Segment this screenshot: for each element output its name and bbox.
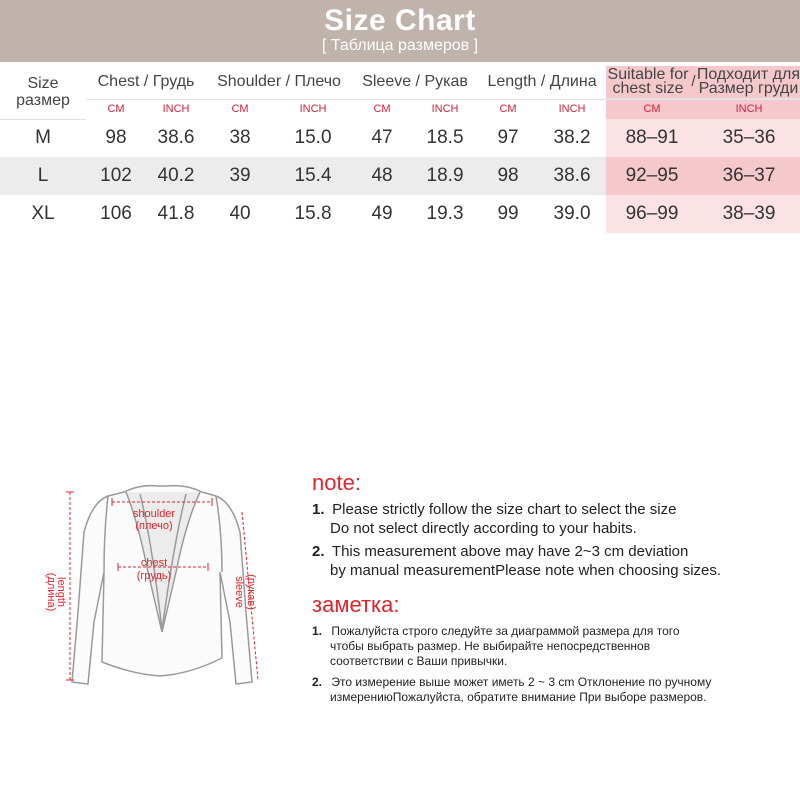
page-subtitle: [ Таблица размеров ] — [321, 37, 479, 54]
note-text: измерениюПожалуйста, обратите внимание При выборе размеров. — [330, 690, 707, 704]
note-text: Пожалуйста строго следуйте за диаграммой размера для того — [331, 624, 680, 638]
size-cell: XL — [31, 203, 55, 224]
table-cell: 49 — [371, 203, 393, 224]
fit-header-en: Suitable for chest size — [607, 66, 689, 97]
note-text: This measurement above may have 2~3 cm deviation — [331, 543, 689, 560]
size-table — [0, 66, 800, 233]
unit-label: INCH — [162, 103, 190, 116]
shoulder-column-header: Shoulder / Плечо — [206, 66, 352, 99]
shoulder-label-ru: (плечо) — [135, 520, 173, 532]
note-text: Do not select directly according to your habits. — [330, 520, 637, 537]
note-number: 1. — [312, 501, 325, 518]
fit-cell: 96–99 — [606, 195, 698, 233]
page-title: Size Chart — [324, 4, 476, 37]
table-cell: 41.8 — [157, 203, 195, 224]
chest-column-header: Chest / Грудь — [86, 66, 206, 99]
table-cell: 40 — [229, 203, 251, 224]
note-item-ru — [312, 624, 792, 669]
sleeve-column-header: Sleeve / Рукав — [352, 66, 478, 99]
note-item-ru — [312, 675, 792, 705]
note-text: соответствии с Ваши привычки. — [330, 654, 508, 668]
table-cell: 39.0 — [553, 203, 591, 224]
table-cell: 47 — [371, 127, 393, 148]
fit-header-slash: / — [690, 66, 697, 98]
unit-label: INCH — [299, 103, 327, 116]
notes-section — [312, 470, 792, 705]
table-cell: 99 — [497, 203, 519, 224]
title-banner — [0, 0, 800, 62]
table-cell: 98 — [478, 157, 538, 195]
note-number: 1. — [312, 624, 323, 638]
unit-label: INCH — [698, 99, 800, 119]
note-text: Please strictly follow the size chart to select the size — [332, 501, 677, 518]
unit-label: INCH — [558, 103, 586, 116]
table-cell: 38.6 — [157, 127, 195, 148]
table-row — [0, 119, 800, 157]
table-cell: 19.3 — [426, 203, 464, 224]
unit-label: CM — [606, 99, 698, 119]
length-column-header: Length / Длина — [478, 66, 606, 99]
chest-label-ru: (грудь) — [136, 570, 172, 582]
sleeve-label-ru: (рукав) — [245, 574, 257, 610]
note-number: 2. — [312, 543, 325, 560]
fit-column-header — [606, 66, 800, 99]
fit-header-ru: Подходит для Размер груди — [696, 66, 800, 97]
jacket-measurement-diagram — [40, 462, 280, 702]
table-cell: 15.4 — [274, 157, 352, 195]
fit-cell: 35–36 — [698, 119, 800, 157]
unit-label: CM — [499, 103, 517, 116]
note-heading: note: — [312, 470, 361, 495]
table-cell: 38.2 — [553, 127, 591, 148]
note-text: Это измерение выше может иметь 2 ~ 3 cm Отклонение по ручному — [331, 675, 712, 689]
note-heading-ru: заметка: — [312, 592, 400, 617]
note-text: by manual measurementPlease note when choosing sizes. — [330, 562, 722, 579]
shoulder-label-en: shoulder — [132, 508, 176, 520]
table-cell: 48 — [352, 157, 412, 195]
table-cell: 102 — [86, 157, 146, 195]
fit-cell: 38–39 — [698, 195, 800, 233]
table-cell: 15.0 — [294, 127, 332, 148]
table-cell: 98 — [105, 127, 127, 148]
fit-cell: 36–37 — [698, 157, 800, 195]
note-number: 2. — [312, 675, 323, 689]
unit-label: CM — [231, 103, 249, 116]
table-cell: 40.2 — [146, 157, 206, 195]
note-item — [312, 500, 792, 538]
table-row — [0, 157, 800, 195]
table-cell: 38 — [229, 127, 251, 148]
size-cell: L — [0, 157, 86, 195]
table-cell: 39 — [206, 157, 274, 195]
length-label-ru: (длина) — [45, 572, 57, 612]
size-column-header — [0, 66, 86, 119]
size-cell: M — [35, 127, 51, 149]
sleeve-label-en: sleeve — [233, 576, 245, 608]
size-header-en: Size — [27, 75, 59, 93]
table-header-row — [0, 66, 800, 99]
unit-label: CM — [107, 103, 125, 116]
table-cell: 18.9 — [412, 157, 478, 195]
fit-cell: 88–91 — [606, 119, 698, 157]
length-label-en: length — [55, 577, 67, 607]
table-cell: 18.5 — [426, 127, 464, 148]
table-cell: 106 — [100, 203, 132, 224]
unit-label: CM — [373, 103, 391, 116]
table-cell: 97 — [497, 127, 519, 148]
unit-label: INCH — [431, 103, 459, 116]
table-cell: 38.6 — [538, 157, 606, 195]
fit-cell: 92–95 — [606, 157, 698, 195]
chest-label-en: chest — [140, 557, 168, 569]
note-item — [312, 542, 792, 580]
size-header-ru: размер — [16, 92, 70, 110]
unit-row — [0, 99, 800, 119]
table-cell: 15.8 — [294, 203, 332, 224]
note-text: чтобы выбрать размер. Не выбирайте непосредственнов — [330, 639, 651, 653]
table-row — [0, 195, 800, 233]
